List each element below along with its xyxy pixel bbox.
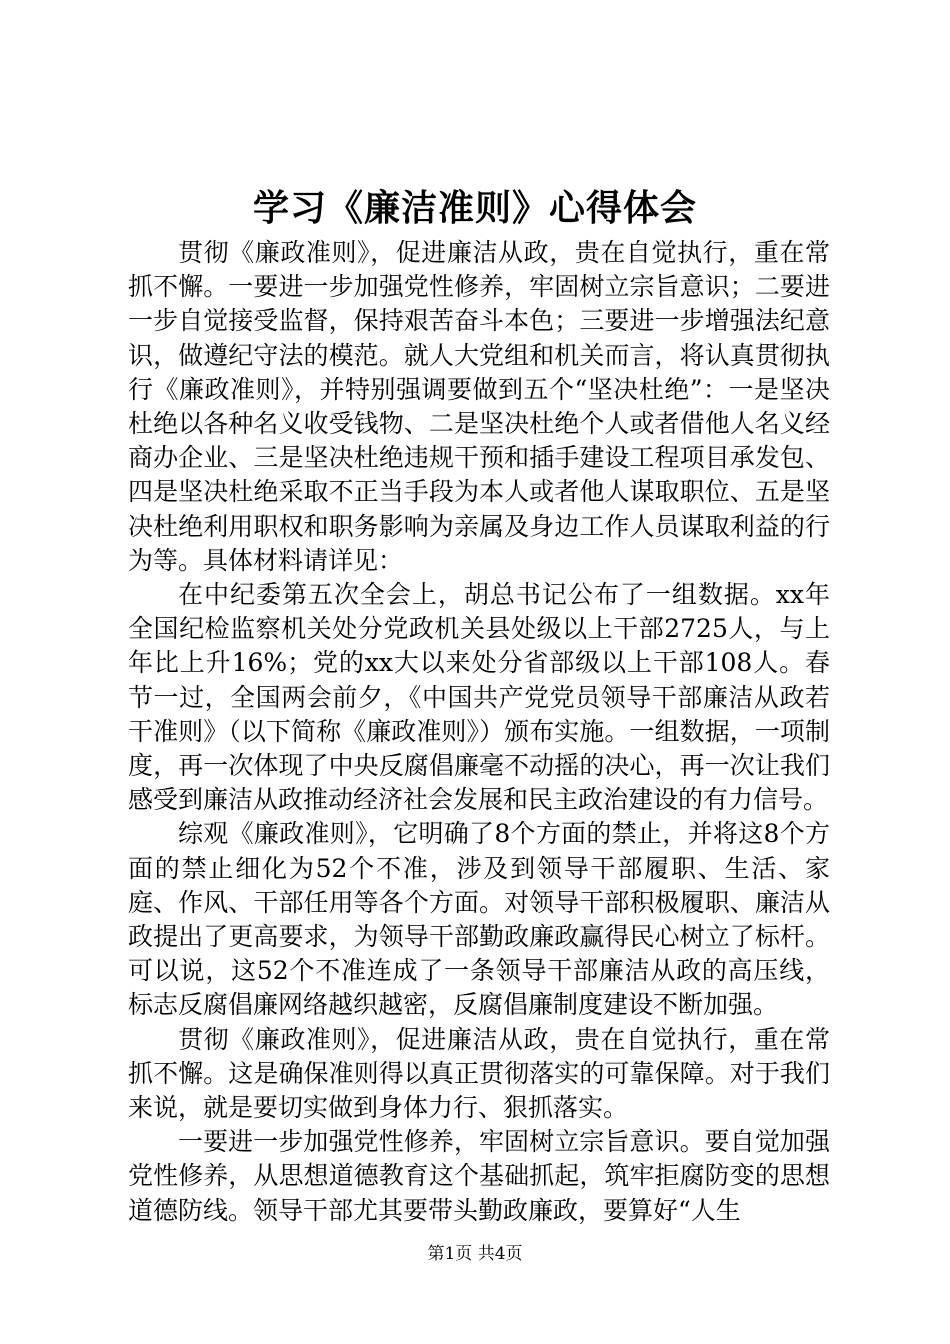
paragraph: 一要进一步加强党性修养，牢固树立宗旨意识。要自觉加强党性修养，从思想道德教育这个基础抓起，筑牢拒腐防变的思想道德防线。领导干部尤其要带头勤政廉政，要算好“人生 [128, 1127, 830, 1225]
document-title: 学习《廉洁准则》心得体会 [252, 187, 697, 229]
paragraph: 综观《廉政准则》，它明确了8个方面的禁止，并将这8个方面的禁止细化为52个不准，涉及到领导干部履职、生活、家庭、作风、干部任用等各个方面。对领导干部积极履职、廉洁从政提出了更高要求，为领导干部勤政廉政赢得民心树立了标杆。可以说，这52个不准连成了一条领导干部廉洁从政的高压线，标志反腐倡廉网络越织越密，反腐倡廉制度建设不断加强。 [128, 819, 830, 1020]
page-footer: 第1页 共4页 [427, 1244, 523, 1264]
paragraph: 贯彻《廉政准则》，促进廉洁从政，贵在自觉执行，重在常抓不懈。一要进一步加强党性修养，牢固树立宗旨意识；二要进一步自觉接受监督，保持艰苦奋斗本色；三要进一步增强法纪意识，做遵纪守法的模范。就人大党组和机关而言，将认真贯彻执行《廉政准则》，并特别强调要做到五个“坚决杜绝”：一是坚决杜绝以各种名义收受钱物、二是坚决杜绝个人或者借他人名义经商办企业、三是坚决杜绝违规干预和插手建设工程项目承发包、四是坚决杜绝采取不正当手段为本人或者他人谋取职位、五是坚决杜绝利用职权和职务影响为亲属及身边工作人员谋取利益的行为等。具体材料请详见： [128, 238, 830, 575]
paragraph: 在中纪委第五次全会上，胡总书记公布了一组数据。xx年全国纪检监察机关处分党政机关县处级以上干部2725人，与上年比上升16%；党的xx大以来处分省部级以上干部108人。春节一过，全国两会前夕，《中国共产党党员领导干部廉洁从政若干准则》（以下简称《廉政准则》）颁布实施。一组数据，一项制度，再一次体现了中央反腐倡廉毫不动摇的决心，再一次让我们感受到廉洁从政推动经济社会发展和民主政治建设的有力信号。 [128, 580, 830, 815]
paragraph: 贯彻《廉政准则》，促进廉洁从政，贵在自觉执行，重在常抓不懈。这是确保准则得以真正贯彻落实的可靠保障。对于我们来说，就是要切实做到身体力行、狠抓落实。 [128, 1024, 830, 1123]
document-body [128, 236, 830, 1228]
